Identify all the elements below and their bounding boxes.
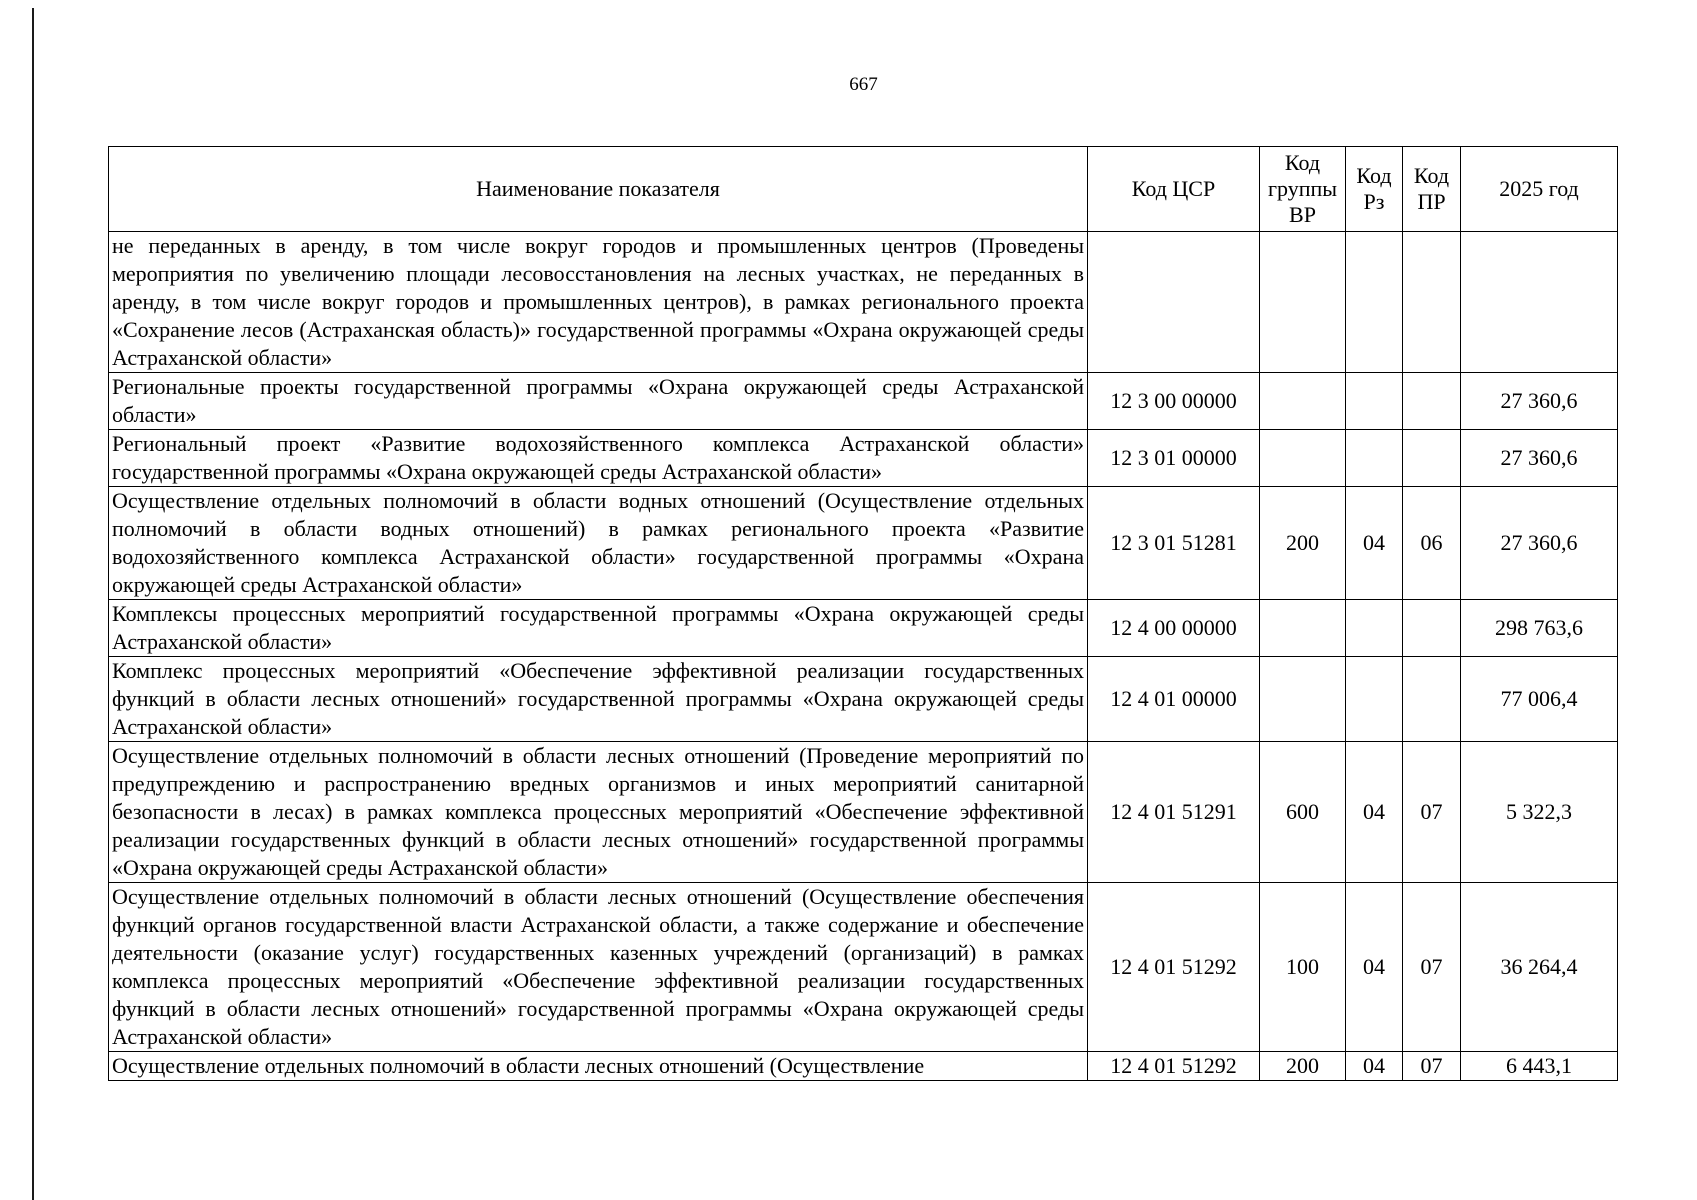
row-name: не переданных в аренду, в том числе вокруг городов и промышленных центров (Проведены мероприятия по увеличению площади лесовосстановления на лесных участках, не переданных в аренду, в том числе вокруг городов и промышленных центров), в рамках регионального проекта «Сохранение лесов (Астраханская область)» государственной программы «Охрана окружающей среды Астраханской области» [109,232,1088,373]
header-name: Наименование показателя [109,147,1088,232]
table-row [109,487,1618,600]
table-row [109,600,1618,657]
row-csr: 12 4 01 51291 [1088,742,1260,883]
row-amount: 77 006,4 [1461,657,1618,742]
row-vr: 600 [1260,742,1346,883]
row-vr: 200 [1260,487,1346,600]
row-rz: 04 [1346,883,1403,1052]
row-name: Региональный проект «Развитие водохозяйственного комплекса Астраханской области» государственной программы «Охрана окружающей среды Астраханской области» [109,430,1088,487]
row-amount: 298 763,6 [1461,600,1618,657]
row-rz [1346,600,1403,657]
row-csr: 12 3 00 00000 [1088,373,1260,430]
row-vr [1260,373,1346,430]
row-name: Осуществление отдельных полномочий в области лесных отношений (Осуществление обеспечения функций органов государственной власти Астраханской области, а также содержание и обеспечение деятельности (оказание услуг) государственных казенных учреждений (организаций) в рамках комплекса процессных мероприятий «Обеспечение эффективной реализации государственных функций в области лесных отношений» государственной программы «Охрана окружающей среды Астраханской области» [109,883,1088,1052]
table-row [109,373,1618,430]
row-name: Региональные проекты государственной программы «Охрана окружающей среды Астраханской области» [109,373,1088,430]
row-vr [1260,232,1346,373]
row-csr: 12 4 01 51292 [1088,883,1260,1052]
row-pr: 07 [1403,1052,1461,1081]
row-rz: 04 [1346,1052,1403,1081]
row-csr: 12 4 00 00000 [1088,600,1260,657]
row-rz: 04 [1346,487,1403,600]
row-amount: 6 443,1 [1461,1052,1618,1081]
row-name: Комплексы процессных мероприятий государственной программы «Охрана окружающей среды Астраханской области» [109,600,1088,657]
budget-table [108,146,1618,1081]
header-row [109,147,1618,232]
row-rz: 04 [1346,742,1403,883]
row-amount: 27 360,6 [1461,430,1618,487]
table-row [109,742,1618,883]
table-row [109,1052,1618,1081]
row-amount [1461,232,1618,373]
row-vr [1260,600,1346,657]
page-number: 667 [849,74,878,95]
header-rz: Код Рз [1346,147,1403,232]
row-amount: 27 360,6 [1461,373,1618,430]
row-amount: 27 360,6 [1461,487,1618,600]
table-header [109,147,1618,232]
row-pr: 07 [1403,883,1461,1052]
row-amount: 5 322,3 [1461,742,1618,883]
header-year: 2025 год [1461,147,1618,232]
row-csr [1088,232,1260,373]
table-row [109,657,1618,742]
row-csr: 12 4 01 00000 [1088,657,1260,742]
row-amount: 36 264,4 [1461,883,1618,1052]
row-vr: 100 [1260,883,1346,1052]
row-pr [1403,373,1461,430]
row-pr [1403,657,1461,742]
table-row [109,232,1618,373]
row-csr: 12 3 01 00000 [1088,430,1260,487]
row-vr [1260,657,1346,742]
row-name: Осуществление отдельных полномочий в области водных отношений (Осуществление отдельных полномочий в области водных отношений) в рамках регионального проекта «Развитие водохозяйственного комплекса Астраханской области» государственной программы «Охрана окружающей среды Астраханской области» [109,487,1088,600]
table-body [109,232,1618,1081]
row-vr: 200 [1260,1052,1346,1081]
row-name: Осуществление отдельных полномочий в области лесных отношений (Осуществление [109,1052,1088,1081]
row-pr: 06 [1403,487,1461,600]
row-rz [1346,373,1403,430]
table-row [109,430,1618,487]
row-pr [1403,600,1461,657]
table-row [109,883,1618,1052]
row-pr [1403,232,1461,373]
header-vr: Код группы ВР [1260,147,1346,232]
header-csr: Код ЦСР [1088,147,1260,232]
row-pr: 07 [1403,742,1461,883]
row-name: Осуществление отдельных полномочий в области лесных отношений (Проведение мероприятий по предупреждению и распространению вредных организмов и иных мероприятий санитарной безопасности в лесах) в рамках комплекса процессных мероприятий «Обеспечение эффективной реализации государственных функций в области лесных отношений» государственной программы «Охрана окружающей среды Астраханской области» [109,742,1088,883]
row-rz [1346,430,1403,487]
scan-margin-line [32,8,34,1200]
row-vr [1260,430,1346,487]
row-csr: 12 4 01 51292 [1088,1052,1260,1081]
row-rz [1346,657,1403,742]
row-csr: 12 3 01 51281 [1088,487,1260,600]
header-pr: Код ПР [1403,147,1461,232]
row-name: Комплекс процессных мероприятий «Обеспечение эффективной реализации государственных функций в области лесных отношений» государственной программы «Охрана окружающей среды Астраханской области» [109,657,1088,742]
row-rz [1346,232,1403,373]
row-pr [1403,430,1461,487]
